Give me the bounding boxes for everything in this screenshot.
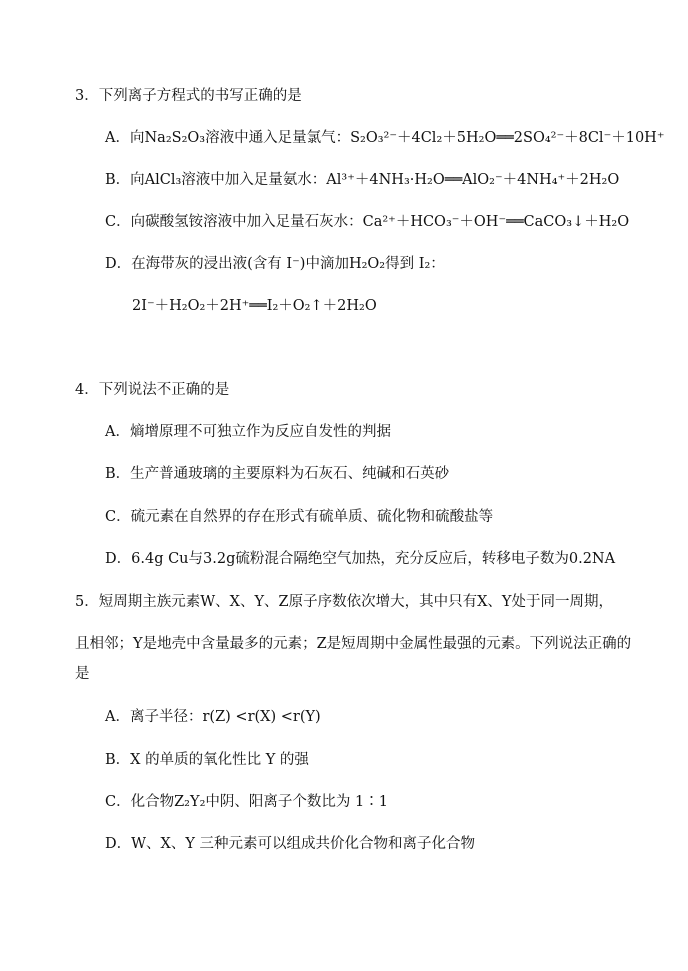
question-3-option-d-equation: 2I⁻＋H₂O₂＋2H⁺══I₂＋O₂↑＋2H₂O xyxy=(132,298,377,314)
question-3-option-c xyxy=(105,212,629,232)
question-5-stem-line-2: 且相邻；Y是地壳中含量最多的元素；Z是短周期中金属性最强的元素。下列说法正确的 xyxy=(75,636,632,652)
question-5-option-d xyxy=(105,834,475,854)
question-3-option-d xyxy=(105,254,445,274)
question-4-stem: 4．下列说法不正确的是 xyxy=(75,382,230,398)
question-3-option-b xyxy=(105,170,619,190)
option-text: 生产普通玻璃的主要原料为石灰石、纯碱和石英砂 xyxy=(130,466,450,482)
option-label: C． xyxy=(105,509,131,525)
option-text: 熵增原理不可独立作为反应自发性的判据 xyxy=(129,424,391,440)
question-5-option-a xyxy=(105,707,321,727)
question-5-stem-line-1: 5．短周期主族元素W、X、Y、Z原子序数依次增大，其中只有X、Y处于同一周期， xyxy=(75,594,613,610)
option-label: A． xyxy=(105,424,130,440)
question-4-option-c xyxy=(105,507,493,527)
option-label: C． xyxy=(105,214,131,230)
option-text: 向Na₂S₂O₃溶液中通入足量氯气：S₂O₃²⁻＋4Cl₂＋5H₂O══2SO₄²⁻＋8Cl⁻＋10H⁺ xyxy=(129,130,665,146)
option-text: 在海带灰的浸出液(含有 I⁻)中滴加H₂O₂得到 I₂： xyxy=(131,256,445,272)
option-label: B． xyxy=(105,172,131,188)
option-label: B． xyxy=(105,752,131,768)
question-3-stem: 3．下列离子方程式的书写正确的是 xyxy=(75,88,302,104)
question-5-option-c xyxy=(105,792,388,812)
option-label: B． xyxy=(105,466,131,482)
option-label: C． xyxy=(105,794,131,810)
question-5-option-b xyxy=(105,750,309,770)
option-label: D． xyxy=(105,551,132,567)
option-text: X 的单质的氧化性比 Y 的强 xyxy=(130,752,309,768)
question-5-stem-line-3: 是 xyxy=(75,666,90,682)
question-4-option-a xyxy=(105,422,391,442)
option-label: A． xyxy=(105,709,130,725)
option-text: 6.4g Cu与3.2g硫粉混合隔绝空气加热，充分反应后，转移电子数为0.2NA xyxy=(131,551,616,567)
question-4-option-d xyxy=(105,549,615,569)
option-label: A． xyxy=(105,130,130,146)
option-label: D． xyxy=(105,836,132,852)
option-text: 离子半径：r(Z) <r(X) <r(Y) xyxy=(129,709,321,725)
option-text: 向AlCl₃溶液中加入足量氨水：Al³⁺＋4NH₃·H₂O══AlO₂⁻＋4NH₄⁺＋2H₂O xyxy=(130,172,620,188)
option-text: 硫元素在自然界的存在形式有硫单质、硫化物和硫酸盐等 xyxy=(130,509,494,525)
question-4-option-b xyxy=(105,464,449,484)
option-label: D． xyxy=(105,256,132,272)
option-text: W、X、Y 三种元素可以组成共价化合物和离子化合物 xyxy=(131,836,476,852)
question-3-option-a xyxy=(105,128,664,148)
option-text: 向碳酸氢铵溶液中加入足量石灰水：Ca²⁺＋HCO₃⁻＋OH⁻══CaCO₃↓＋H₂O xyxy=(130,214,630,230)
option-text: 化合物Z₂Y₂中阴、阳离子个数比为 1∶1 xyxy=(130,794,388,810)
